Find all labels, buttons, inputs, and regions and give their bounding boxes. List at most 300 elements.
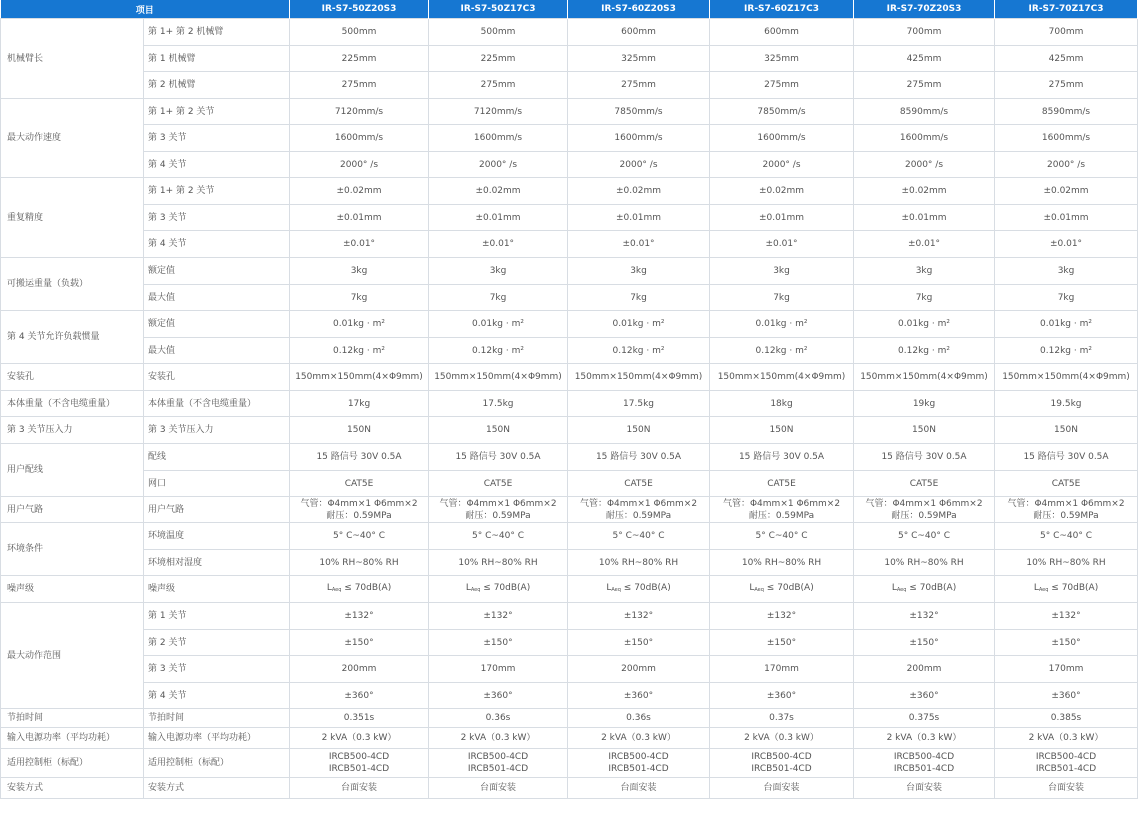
- value-line: 气管：Φ4mm×1 Φ6mm×2: [439, 498, 557, 509]
- value-cell: ±360°: [854, 683, 995, 709]
- value-cell: 700mm: [995, 19, 1138, 46]
- header-model: IR-S7-50Z20S3: [290, 0, 429, 19]
- value-cell: 150mm×150mm(4×Φ9mm): [568, 364, 710, 391]
- value-cell: 600mm: [568, 19, 710, 46]
- value-cell: 225mm: [429, 46, 568, 72]
- table-row: [1, 125, 1138, 152]
- value-cell: 0.12kg · m²: [290, 338, 429, 364]
- sub-label: 环境相对湿度: [144, 550, 290, 576]
- value-cell: 7kg: [429, 285, 568, 311]
- sub-label: 安装孔: [144, 364, 290, 391]
- value-cell: 2 kVA（0.3 kW）: [290, 728, 429, 749]
- value-cell: 225mm: [290, 46, 429, 72]
- sub-label: 本体重量（不含电缆重量）: [144, 391, 290, 417]
- value-cell: ±150°: [710, 630, 854, 656]
- value-line: IRCB501-4CD: [893, 764, 955, 774]
- group-label: 第 3 关节压入力: [1, 417, 144, 444]
- value-cell: 170mm: [710, 656, 854, 683]
- value-cell: 5° C~40° C: [854, 523, 995, 550]
- value-cell: 5° C~40° C: [290, 523, 429, 550]
- group-label: 环境条件: [1, 523, 144, 576]
- sub-label: 第 4 关节: [144, 231, 290, 258]
- sub-label: 用户气路: [144, 497, 290, 523]
- header-model: IR-S7-70Z20S3: [854, 0, 995, 19]
- value-cell: ±360°: [290, 683, 429, 709]
- value-line: 气管：Φ4mm×1 Φ6mm×2: [300, 498, 418, 509]
- value-cell: 2 kVA（0.3 kW）: [429, 728, 568, 749]
- value-line: IRCB501-4CD: [467, 764, 529, 774]
- value-cell: 2000° /s: [995, 152, 1138, 178]
- value-cell: 7120mm/s: [429, 99, 568, 125]
- table-row: [1, 258, 1138, 285]
- sub-label: 最大值: [144, 338, 290, 364]
- value-cell: ±360°: [995, 683, 1138, 709]
- value-cell: 150mm×150mm(4×Φ9mm): [854, 364, 995, 391]
- noise-subscript: Aeq: [754, 587, 764, 593]
- value-cell: [854, 497, 995, 523]
- value-cell: 200mm: [854, 656, 995, 683]
- sub-label: 最大值: [144, 285, 290, 311]
- value-cell: 台面安装: [854, 778, 995, 799]
- noise-subscript: Aeq: [896, 587, 907, 593]
- value-cell: 150N: [710, 417, 854, 444]
- table-row: [1, 497, 1138, 523]
- value-cell: 3kg: [290, 258, 429, 285]
- value-cell: [568, 749, 710, 778]
- value-cell: 0.12kg · m²: [854, 338, 995, 364]
- value-cell: 10% RH~80% RH: [290, 550, 429, 576]
- sub-label: 第 1+ 第 2 关节: [144, 99, 290, 125]
- header-model: IR-S7-60Z17C3: [710, 0, 854, 19]
- value-cell: 台面安装: [568, 778, 710, 799]
- value-cell: 0.36s: [568, 709, 710, 728]
- value-cell: 台面安装: [290, 778, 429, 799]
- value-cell: 10% RH~80% RH: [995, 550, 1138, 576]
- value-cell: 3kg: [568, 258, 710, 285]
- value-cell: ±150°: [995, 630, 1138, 656]
- value-line: IRCB500-4CD: [608, 752, 669, 762]
- table-row: [1, 417, 1138, 444]
- value-cell: 19.5kg: [995, 391, 1138, 417]
- sub-label: 第 1+ 第 2 关节: [144, 178, 290, 205]
- value-cell: 150mm×150mm(4×Φ9mm): [429, 364, 568, 391]
- value-cell: ±0.01mm: [568, 205, 710, 231]
- value-line: IRCB501-4CD: [328, 764, 390, 774]
- value-cell: 15 路信号 30V 0.5A: [710, 444, 854, 471]
- value-cell: 3kg: [710, 258, 854, 285]
- value-cell: 3kg: [429, 258, 568, 285]
- sub-label: 额定值: [144, 311, 290, 338]
- sub-label: 噪声级: [144, 576, 290, 603]
- value-cell: 1600mm/s: [429, 125, 568, 152]
- value-cell: 150N: [854, 417, 995, 444]
- value-cell: 0.01kg · m²: [710, 311, 854, 338]
- table-row: [1, 391, 1138, 417]
- value-cell: ±150°: [854, 630, 995, 656]
- value-cell: 275mm: [429, 72, 568, 99]
- noise-prefix: L: [1033, 583, 1039, 593]
- value-cell: 7850mm/s: [710, 99, 854, 125]
- table-row: [1, 683, 1138, 709]
- value-cell: 7kg: [854, 285, 995, 311]
- value-cell: 600mm: [710, 19, 854, 46]
- sub-label: 第 1+ 第 2 机械臂: [144, 19, 290, 46]
- value-line: 气管：Φ4mm×1 Φ6mm×2: [1007, 498, 1125, 509]
- value-cell: ±0.01°: [429, 231, 568, 258]
- noise-prefix: L: [606, 583, 612, 593]
- value-line: IRCB500-4CD: [751, 752, 812, 762]
- value-cell: 1600mm/s: [568, 125, 710, 152]
- table-row: [1, 152, 1138, 178]
- value-line: IRCB500-4CD: [1035, 752, 1097, 762]
- value-cell: 0.36s: [429, 709, 568, 728]
- value-cell: 2 kVA（0.3 kW）: [568, 728, 710, 749]
- value-cell: [995, 497, 1138, 523]
- group-label: 可搬运重量（负载）: [1, 258, 144, 311]
- value-cell: ±360°: [429, 683, 568, 709]
- value-cell: [429, 749, 568, 778]
- value-cell: 0.01kg · m²: [290, 311, 429, 338]
- sub-label: 配线: [144, 444, 290, 471]
- value-cell: 1600mm/s: [710, 125, 854, 152]
- value-cell: 0.12kg · m²: [429, 338, 568, 364]
- value-line: IRCB501-4CD: [608, 764, 669, 774]
- value-cell: [995, 576, 1138, 603]
- value-cell: 325mm: [710, 46, 854, 72]
- value-cell: [710, 497, 854, 523]
- group-label: 最大动作范围: [1, 603, 144, 709]
- value-line: 耐压：0.59MPa: [605, 510, 672, 521]
- value-cell: 2000° /s: [290, 152, 429, 178]
- table-row: [1, 709, 1138, 728]
- group-label: 适用控制柜（标配）: [1, 749, 144, 778]
- group-label: 最大动作速度: [1, 99, 144, 178]
- value-cell: ±0.02mm: [429, 178, 568, 205]
- noise-value: ≤ 70dB(A): [766, 583, 814, 593]
- value-line: IRCB501-4CD: [1035, 764, 1097, 774]
- value-cell: 18kg: [710, 391, 854, 417]
- value-cell: 7120mm/s: [290, 99, 429, 125]
- noise-prefix: L: [465, 583, 471, 593]
- value-cell: 325mm: [568, 46, 710, 72]
- sub-label: 第 4 关节: [144, 152, 290, 178]
- table-row: [1, 311, 1138, 338]
- value-cell: 5° C~40° C: [429, 523, 568, 550]
- value-cell: ±0.02mm: [568, 178, 710, 205]
- value-cell: 7850mm/s: [568, 99, 710, 125]
- value-cell: 1600mm/s: [290, 125, 429, 152]
- value-cell: 150N: [290, 417, 429, 444]
- table-row: [1, 749, 1138, 778]
- value-cell: 2000° /s: [710, 152, 854, 178]
- group-label: 用户气路: [1, 497, 144, 523]
- value-cell: 7kg: [995, 285, 1138, 311]
- value-cell: 10% RH~80% RH: [429, 550, 568, 576]
- value-cell: ±132°: [290, 603, 429, 630]
- value-cell: ±0.01°: [854, 231, 995, 258]
- sub-label: 环境温度: [144, 523, 290, 550]
- table-row: [1, 19, 1138, 46]
- sub-label: 第 2 机械臂: [144, 72, 290, 99]
- value-cell: CAT5E: [290, 471, 429, 497]
- value-cell: [429, 497, 568, 523]
- sub-label: 第 4 关节: [144, 683, 290, 709]
- value-cell: [854, 576, 995, 603]
- value-cell: 15 路信号 30V 0.5A: [995, 444, 1138, 471]
- value-cell: 0.12kg · m²: [995, 338, 1138, 364]
- value-cell: 150mm×150mm(4×Φ9mm): [290, 364, 429, 391]
- value-line: IRCB500-4CD: [328, 752, 390, 762]
- table-row: [1, 178, 1138, 205]
- value-cell: [995, 749, 1138, 778]
- table-row: [1, 72, 1138, 99]
- value-cell: 10% RH~80% RH: [568, 550, 710, 576]
- group-label: 输入电源功率（平均功耗）: [1, 728, 144, 749]
- value-cell: 15 路信号 30V 0.5A: [290, 444, 429, 471]
- value-cell: 2 kVA（0.3 kW）: [995, 728, 1138, 749]
- sub-label: 第 3 关节压入力: [144, 417, 290, 444]
- value-cell: [710, 576, 854, 603]
- sub-label: 安装方式: [144, 778, 290, 799]
- value-cell: ±0.02mm: [995, 178, 1138, 205]
- value-cell: [290, 497, 429, 523]
- value-cell: 台面安装: [995, 778, 1138, 799]
- value-cell: 17kg: [290, 391, 429, 417]
- value-cell: 17.5kg: [568, 391, 710, 417]
- value-cell: ±0.01mm: [429, 205, 568, 231]
- value-cell: 500mm: [290, 19, 429, 46]
- value-cell: ±0.01mm: [710, 205, 854, 231]
- value-cell: 3kg: [995, 258, 1138, 285]
- noise-prefix: L: [749, 583, 755, 593]
- value-cell: [710, 749, 854, 778]
- value-line: IRCB500-4CD: [893, 752, 955, 762]
- value-line: 气管：Φ4mm×1 Φ6mm×2: [865, 498, 983, 509]
- value-cell: 200mm: [290, 656, 429, 683]
- value-cell: 170mm: [429, 656, 568, 683]
- table-row: [1, 523, 1138, 550]
- value-cell: 0.385s: [995, 709, 1138, 728]
- value-cell: ±132°: [854, 603, 995, 630]
- group-label: 机械臂长: [1, 19, 144, 99]
- sub-label: 第 3 关节: [144, 656, 290, 683]
- sub-label: 第 1 机械臂: [144, 46, 290, 72]
- value-cell: 275mm: [710, 72, 854, 99]
- value-cell: CAT5E: [568, 471, 710, 497]
- value-line: 耐压：0.59MPa: [891, 510, 957, 521]
- value-cell: 8590mm/s: [995, 99, 1138, 125]
- group-label: 本体重量（不含电缆重量）: [1, 391, 144, 417]
- value-line: 耐压：0.59MPa: [465, 510, 531, 521]
- value-cell: 0.12kg · m²: [568, 338, 710, 364]
- value-cell: 170mm: [995, 656, 1138, 683]
- value-cell: 5° C~40° C: [710, 523, 854, 550]
- value-cell: 3kg: [854, 258, 995, 285]
- table-row: [1, 603, 1138, 630]
- value-cell: CAT5E: [429, 471, 568, 497]
- value-cell: 0.12kg · m²: [710, 338, 854, 364]
- spec-body: [1, 19, 1138, 799]
- value-cell: 17.5kg: [429, 391, 568, 417]
- value-cell: ±0.01mm: [854, 205, 995, 231]
- group-label: 重复精度: [1, 178, 144, 258]
- value-cell: 0.01kg · m²: [429, 311, 568, 338]
- header-item: 项目: [1, 0, 290, 19]
- noise-prefix: L: [891, 583, 897, 593]
- value-cell: ±0.01°: [290, 231, 429, 258]
- value-cell: ±0.02mm: [854, 178, 995, 205]
- value-cell: ±132°: [710, 603, 854, 630]
- table-row: [1, 231, 1138, 258]
- value-cell: CAT5E: [710, 471, 854, 497]
- value-cell: 275mm: [568, 72, 710, 99]
- header-model: IR-S7-60Z20S3: [568, 0, 710, 19]
- value-cell: 7kg: [568, 285, 710, 311]
- value-cell: 150N: [995, 417, 1138, 444]
- group-label: 安装孔: [1, 364, 144, 391]
- value-cell: 150N: [568, 417, 710, 444]
- table-row: [1, 656, 1138, 683]
- value-cell: 275mm: [995, 72, 1138, 99]
- group-label: 用户配线: [1, 444, 144, 497]
- value-cell: ±0.01°: [568, 231, 710, 258]
- value-cell: 5° C~40° C: [995, 523, 1138, 550]
- value-cell: ±150°: [568, 630, 710, 656]
- value-cell: 台面安装: [429, 778, 568, 799]
- value-cell: ±132°: [568, 603, 710, 630]
- value-cell: 150N: [429, 417, 568, 444]
- noise-subscript: Aeq: [1038, 587, 1049, 593]
- sub-label: 额定值: [144, 258, 290, 285]
- sub-label: 网口: [144, 471, 290, 497]
- value-cell: 150mm×150mm(4×Φ9mm): [995, 364, 1138, 391]
- value-line: 气管：Φ4mm×1 Φ6mm×2: [722, 498, 841, 509]
- value-cell: ±0.01mm: [995, 205, 1138, 231]
- value-cell: 7kg: [290, 285, 429, 311]
- group-label: 节拍时间: [1, 709, 144, 728]
- noise-value: ≤ 70dB(A): [909, 583, 957, 593]
- table-row: [1, 630, 1138, 656]
- table-row: [1, 364, 1138, 391]
- noise-prefix: L: [326, 583, 332, 593]
- value-cell: 200mm: [568, 656, 710, 683]
- noise-value: ≤ 70dB(A): [344, 583, 392, 593]
- table-row: [1, 550, 1138, 576]
- value-cell: ±0.02mm: [290, 178, 429, 205]
- value-line: IRCB500-4CD: [467, 752, 529, 762]
- group-label: 第 4 关节允许负载惯量: [1, 311, 144, 364]
- table-row: [1, 99, 1138, 125]
- header-model: IR-S7-70Z17C3: [995, 0, 1138, 19]
- value-cell: ±0.02mm: [710, 178, 854, 205]
- value-cell: [568, 576, 710, 603]
- value-cell: [290, 576, 429, 603]
- value-cell: 2000° /s: [854, 152, 995, 178]
- value-cell: [854, 749, 995, 778]
- noise-value: ≤ 70dB(A): [483, 583, 531, 593]
- sub-label: 第 3 关节: [144, 125, 290, 152]
- value-cell: 2 kVA（0.3 kW）: [854, 728, 995, 749]
- value-cell: 700mm: [854, 19, 995, 46]
- value-cell: 0.37s: [710, 709, 854, 728]
- table-row: [1, 285, 1138, 311]
- value-line: 气管：Φ4mm×1 Φ6mm×2: [579, 498, 698, 509]
- value-cell: 0.01kg · m²: [995, 311, 1138, 338]
- group-label: 噪声级: [1, 576, 144, 603]
- value-cell: [429, 576, 568, 603]
- table-row: [1, 46, 1138, 72]
- header-row: [1, 0, 1138, 19]
- value-cell: 425mm: [854, 46, 995, 72]
- noise-subscript: Aeq: [611, 587, 621, 593]
- value-cell: ±360°: [568, 683, 710, 709]
- table-row: [1, 576, 1138, 603]
- table-row: [1, 778, 1138, 799]
- value-cell: 2000° /s: [429, 152, 568, 178]
- value-cell: 8590mm/s: [854, 99, 995, 125]
- value-cell: 19kg: [854, 391, 995, 417]
- noise-subscript: Aeq: [331, 587, 342, 593]
- sub-label: 节拍时间: [144, 709, 290, 728]
- group-label: 安装方式: [1, 778, 144, 799]
- sub-label: 第 2 关节: [144, 630, 290, 656]
- value-cell: 15 路信号 30V 0.5A: [429, 444, 568, 471]
- value-cell: 台面安装: [710, 778, 854, 799]
- table-row: [1, 444, 1138, 471]
- value-cell: 5° C~40° C: [568, 523, 710, 550]
- header-model: IR-S7-50Z17C3: [429, 0, 568, 19]
- value-cell: ±150°: [429, 630, 568, 656]
- value-cell: CAT5E: [995, 471, 1138, 497]
- value-cell: 1600mm/s: [854, 125, 995, 152]
- value-cell: 500mm: [429, 19, 568, 46]
- value-cell: 0.01kg · m²: [568, 311, 710, 338]
- value-cell: ±0.01°: [995, 231, 1138, 258]
- value-cell: [568, 497, 710, 523]
- value-cell: 0.01kg · m²: [854, 311, 995, 338]
- value-cell: 150mm×150mm(4×Φ9mm): [710, 364, 854, 391]
- value-cell: ±150°: [290, 630, 429, 656]
- value-cell: ±0.01°: [710, 231, 854, 258]
- value-cell: 0.351s: [290, 709, 429, 728]
- value-cell: [290, 749, 429, 778]
- sub-label: 第 3 关节: [144, 205, 290, 231]
- sub-label: 输入电源功率（平均功耗）: [144, 728, 290, 749]
- value-cell: 10% RH~80% RH: [854, 550, 995, 576]
- value-cell: 10% RH~80% RH: [710, 550, 854, 576]
- noise-value: ≤ 70dB(A): [623, 583, 671, 593]
- value-line: 耐压：0.59MPa: [326, 510, 392, 521]
- value-cell: 2 kVA（0.3 kW）: [710, 728, 854, 749]
- value-cell: 275mm: [290, 72, 429, 99]
- value-cell: 15 路信号 30V 0.5A: [854, 444, 995, 471]
- value-cell: 425mm: [995, 46, 1138, 72]
- table-row: [1, 338, 1138, 364]
- sub-label: 第 1 关节: [144, 603, 290, 630]
- value-line: 耐压：0.59MPa: [1033, 510, 1099, 521]
- value-cell: CAT5E: [854, 471, 995, 497]
- value-cell: ±360°: [710, 683, 854, 709]
- value-line: IRCB501-4CD: [751, 764, 812, 774]
- sub-label: 适用控制柜（标配）: [144, 749, 290, 778]
- noise-subscript: Aeq: [470, 587, 481, 593]
- value-cell: ±132°: [429, 603, 568, 630]
- table-row: [1, 728, 1138, 749]
- table-row: [1, 205, 1138, 231]
- value-cell: 275mm: [854, 72, 995, 99]
- value-cell: ±132°: [995, 603, 1138, 630]
- noise-value: ≤ 70dB(A): [1051, 583, 1099, 593]
